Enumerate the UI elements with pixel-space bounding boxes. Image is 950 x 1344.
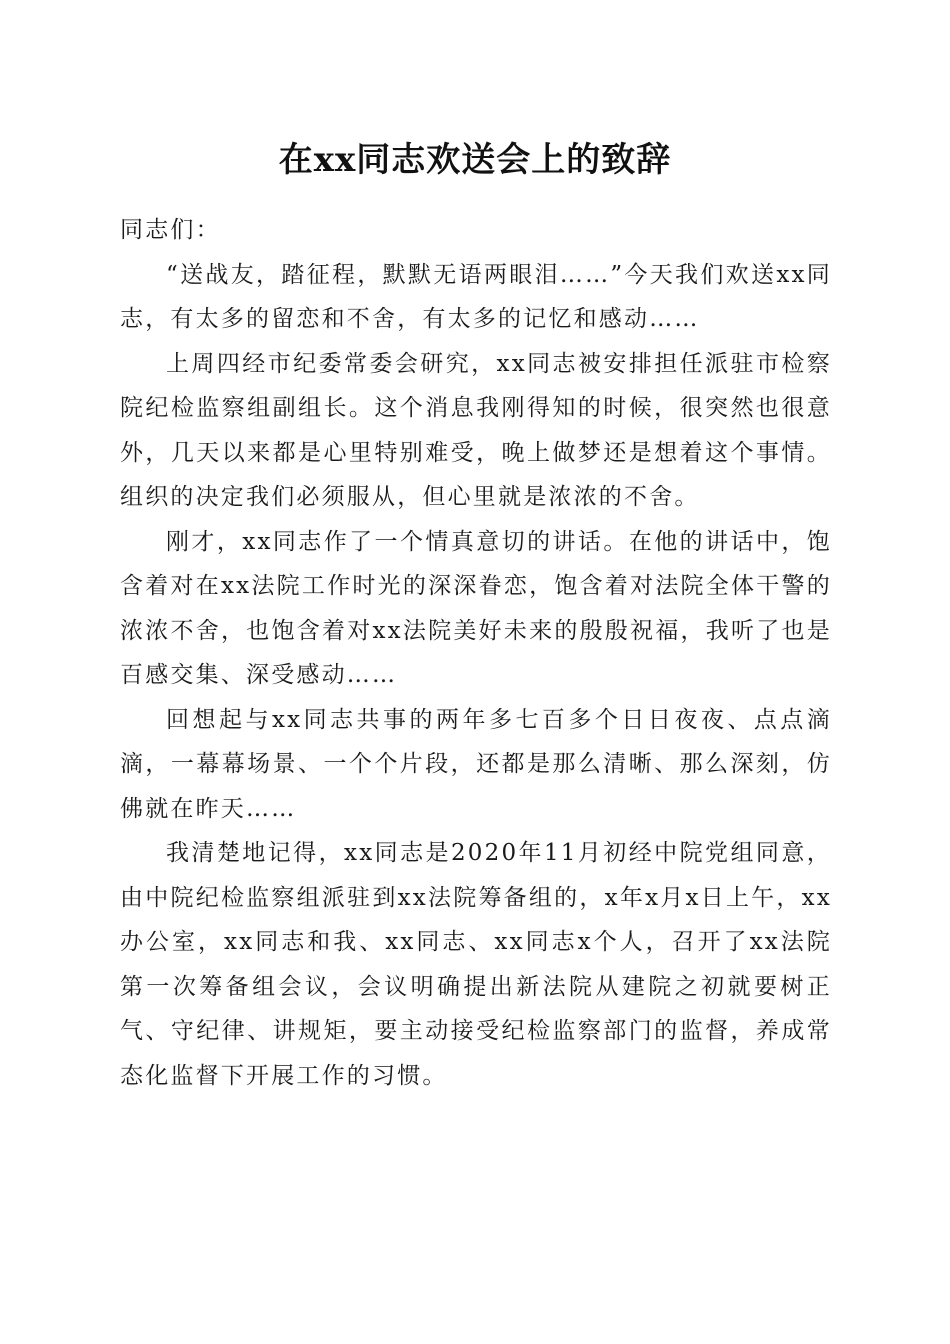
document-title: 在xx同志欢送会上的致辞 [278,140,672,180]
document-body [120,208,832,1098]
paragraph-1: “送战友，踏征程，默默无语两眼泪……”今天我们欢送xx同志，有太多的留恋和不舍，有太多的记忆和感动…… [120,261,832,332]
paragraph-2: 上周四经市纪委常委会研究，xx同志被安排担任派驻市检察院纪检监察组副组长。这个消息我刚得知的时候，很突然也很意外，几天以来都是心里特别难受，晚上做梦还是想着这个事情。组织的决定我们必须服从，但心里就是浓浓的不舍。 [120,350,832,510]
paragraph-3: 刚才，xx同志作了一个情真意切的讲话。在他的讲话中，饱含着对在xx法院工作时光的深深眷恋，饱含着对法院全体干警的浓浓不舍，也饱含着对xx法院美好未来的殷殷祝福，我听了也是百感交集、深受感动…… [120,528,832,688]
paragraph-5: 我清楚地记得，xx同志是2020年11月初经中院党组同意，由中院纪检监察组派驻到xx法院筹备组的，x年x月x日上午，xx办公室，xx同志和我、xx同志、xx同志x个人，召开了xx法院第一次筹备组会议，会议明确提出新法院从建院之初就要树正气、守纪律、讲规矩，要主动接受纪检监察部门的监督，养成常态化监督下开展工作的习惯。 [120,840,832,1089]
paragraph-4: 回想起与xx同志共事的两年多七百多个日日夜夜、点点滴滴，一幕幕场景、一个个片段，还都是那么清晰、那么深刻，仿佛就在昨天…… [120,706,832,822]
salutation: 同志们： [120,217,221,243]
